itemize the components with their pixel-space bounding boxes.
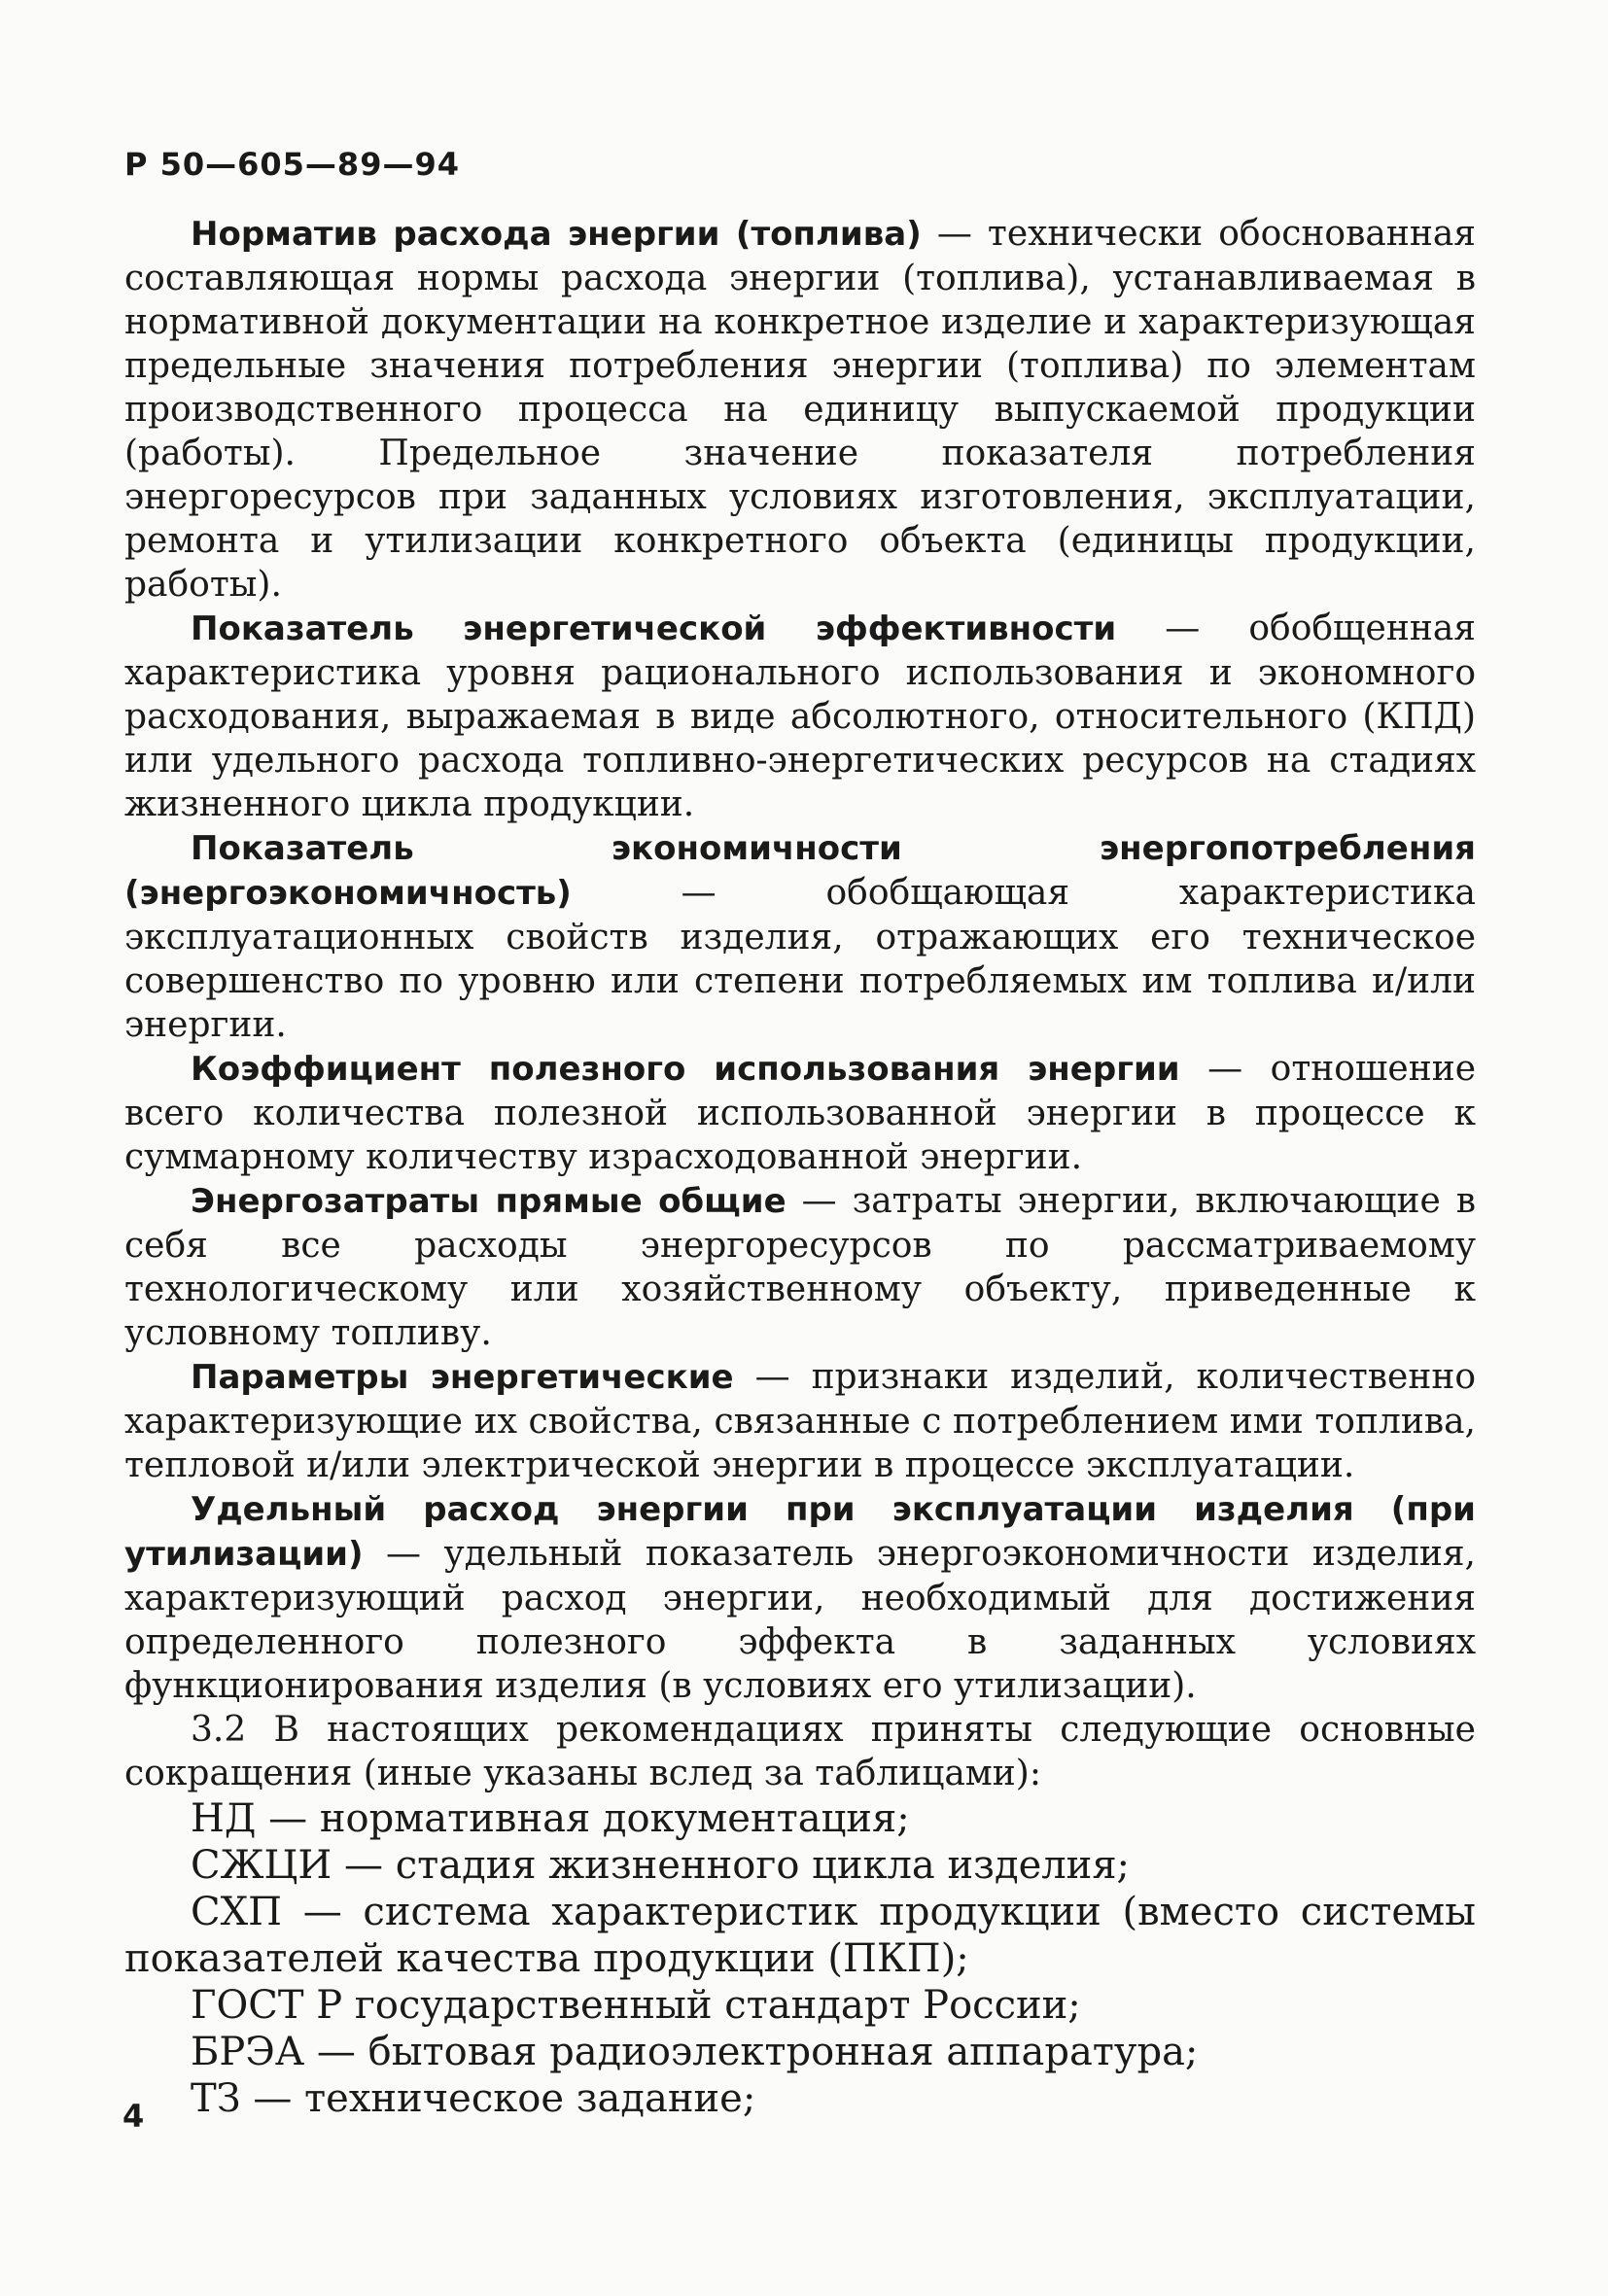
abbreviation-item: НД — нормативная документация; (191, 1796, 910, 1841)
section-3-2-intro: 3.2 В настоящих рекомендациях приняты следующие основные сокращения (иные указаны вслед за таблицами): (124, 1710, 1476, 1793)
definition-text: — затраты энергии, включающие в себя все расходы энергоресурсов по рассматриваемому технологическому или хозяйственному объекту, приведенные к условному топливу. (124, 1181, 1476, 1353)
definition-term: Параметры энергетические (191, 1358, 734, 1397)
document-body (124, 212, 1476, 2122)
definition-paragraph (124, 212, 1476, 607)
definition-text: — отношение всего количества полезной использованной энергии в процессе к суммарному количеству израсходованной энергии. (124, 1049, 1477, 1177)
definition-paragraph (124, 826, 1476, 1047)
definition-paragraph (124, 1047, 1476, 1179)
definition-text: — признаки изделий, количественно характеризующие их свойства, связанные с потреблением ими топлива, тепловой и/или электрической энергии в процессе эксплуатации. (124, 1357, 1476, 1485)
definition-paragraph (124, 1487, 1476, 1708)
definition-text: — удельный показатель энергоэкономичности изделия, характеризующий расход энергии, необходимый для достижения определенного полезного эффекта в заданных условиях функционирования изделия (в условиях его утилизации). (124, 1534, 1476, 1706)
definition-term: Коэффициент полезного использования энергии (191, 1050, 1180, 1089)
definition-text: — обобщающая характеристика эксплуатационных свойств изделия, отражающих его техническое совершенство по уровню или степени потребляемых им топлива и/или энергии. (124, 873, 1476, 1045)
definition-term: Норматив расхода энергии (топлива) (191, 215, 922, 254)
definition-term: Показатель экономичности энергопотребления (энергоэкономичность) (124, 829, 1476, 913)
definition-term: Энергозатраты прямые общие (191, 1182, 787, 1221)
abbreviation-item: БРЭА — бытовая радиоэлектронная аппаратура; (191, 2030, 1199, 2074)
abbreviation-item: СХП — система характеристик продукции (вместо системы показателей качества продукции (ПКП); (124, 1890, 1476, 1981)
page-number: 4 (122, 2098, 145, 2135)
abbreviation-list (124, 1795, 1476, 2122)
definition-paragraph (124, 1179, 1476, 1355)
abbreviation-item: ТЗ — техническое задание; (191, 2076, 756, 2121)
definition-term: Показатель энергетической эффективности (191, 609, 1117, 648)
definition-text: — обобщенная характеристика уровня рационального использования и экономного расходования, выражаемая в виде абсолютного, относительного (КПД) или удельного расхода топливно-энергетических ресурсов на стадиях жизненного цикла продукции. (124, 609, 1476, 824)
definition-paragraph (124, 607, 1476, 826)
definition-term: Удельный расход энергии при эксплуатации изделия (при утилизации) (124, 1490, 1476, 1574)
document-code: Р 50—605—89—94 (124, 146, 460, 183)
definition-text: — технически обоснованная составляющая нормы расхода энергии (топлива), устанавливаемая в нормативной документации на конкретное изделие и характеризующая предельные значения потребления энергии (топлива) по элементам производственного процесса на единицу выпускаемой продукции (работы). Предельное значение показателя потребления энергоресурсов при заданных условиях изготовления, эксплуатации, ремонта и утилизации конкретного объекта (единицы продукции, работы). (124, 214, 1476, 605)
definition-paragraph (124, 1355, 1476, 1487)
abbreviation-item: СЖЦИ — стадия жизненного цикла изделия; (191, 1843, 1131, 1888)
abbreviation-item: ГОСТ Р государственный стандарт России; (191, 1983, 1081, 2028)
